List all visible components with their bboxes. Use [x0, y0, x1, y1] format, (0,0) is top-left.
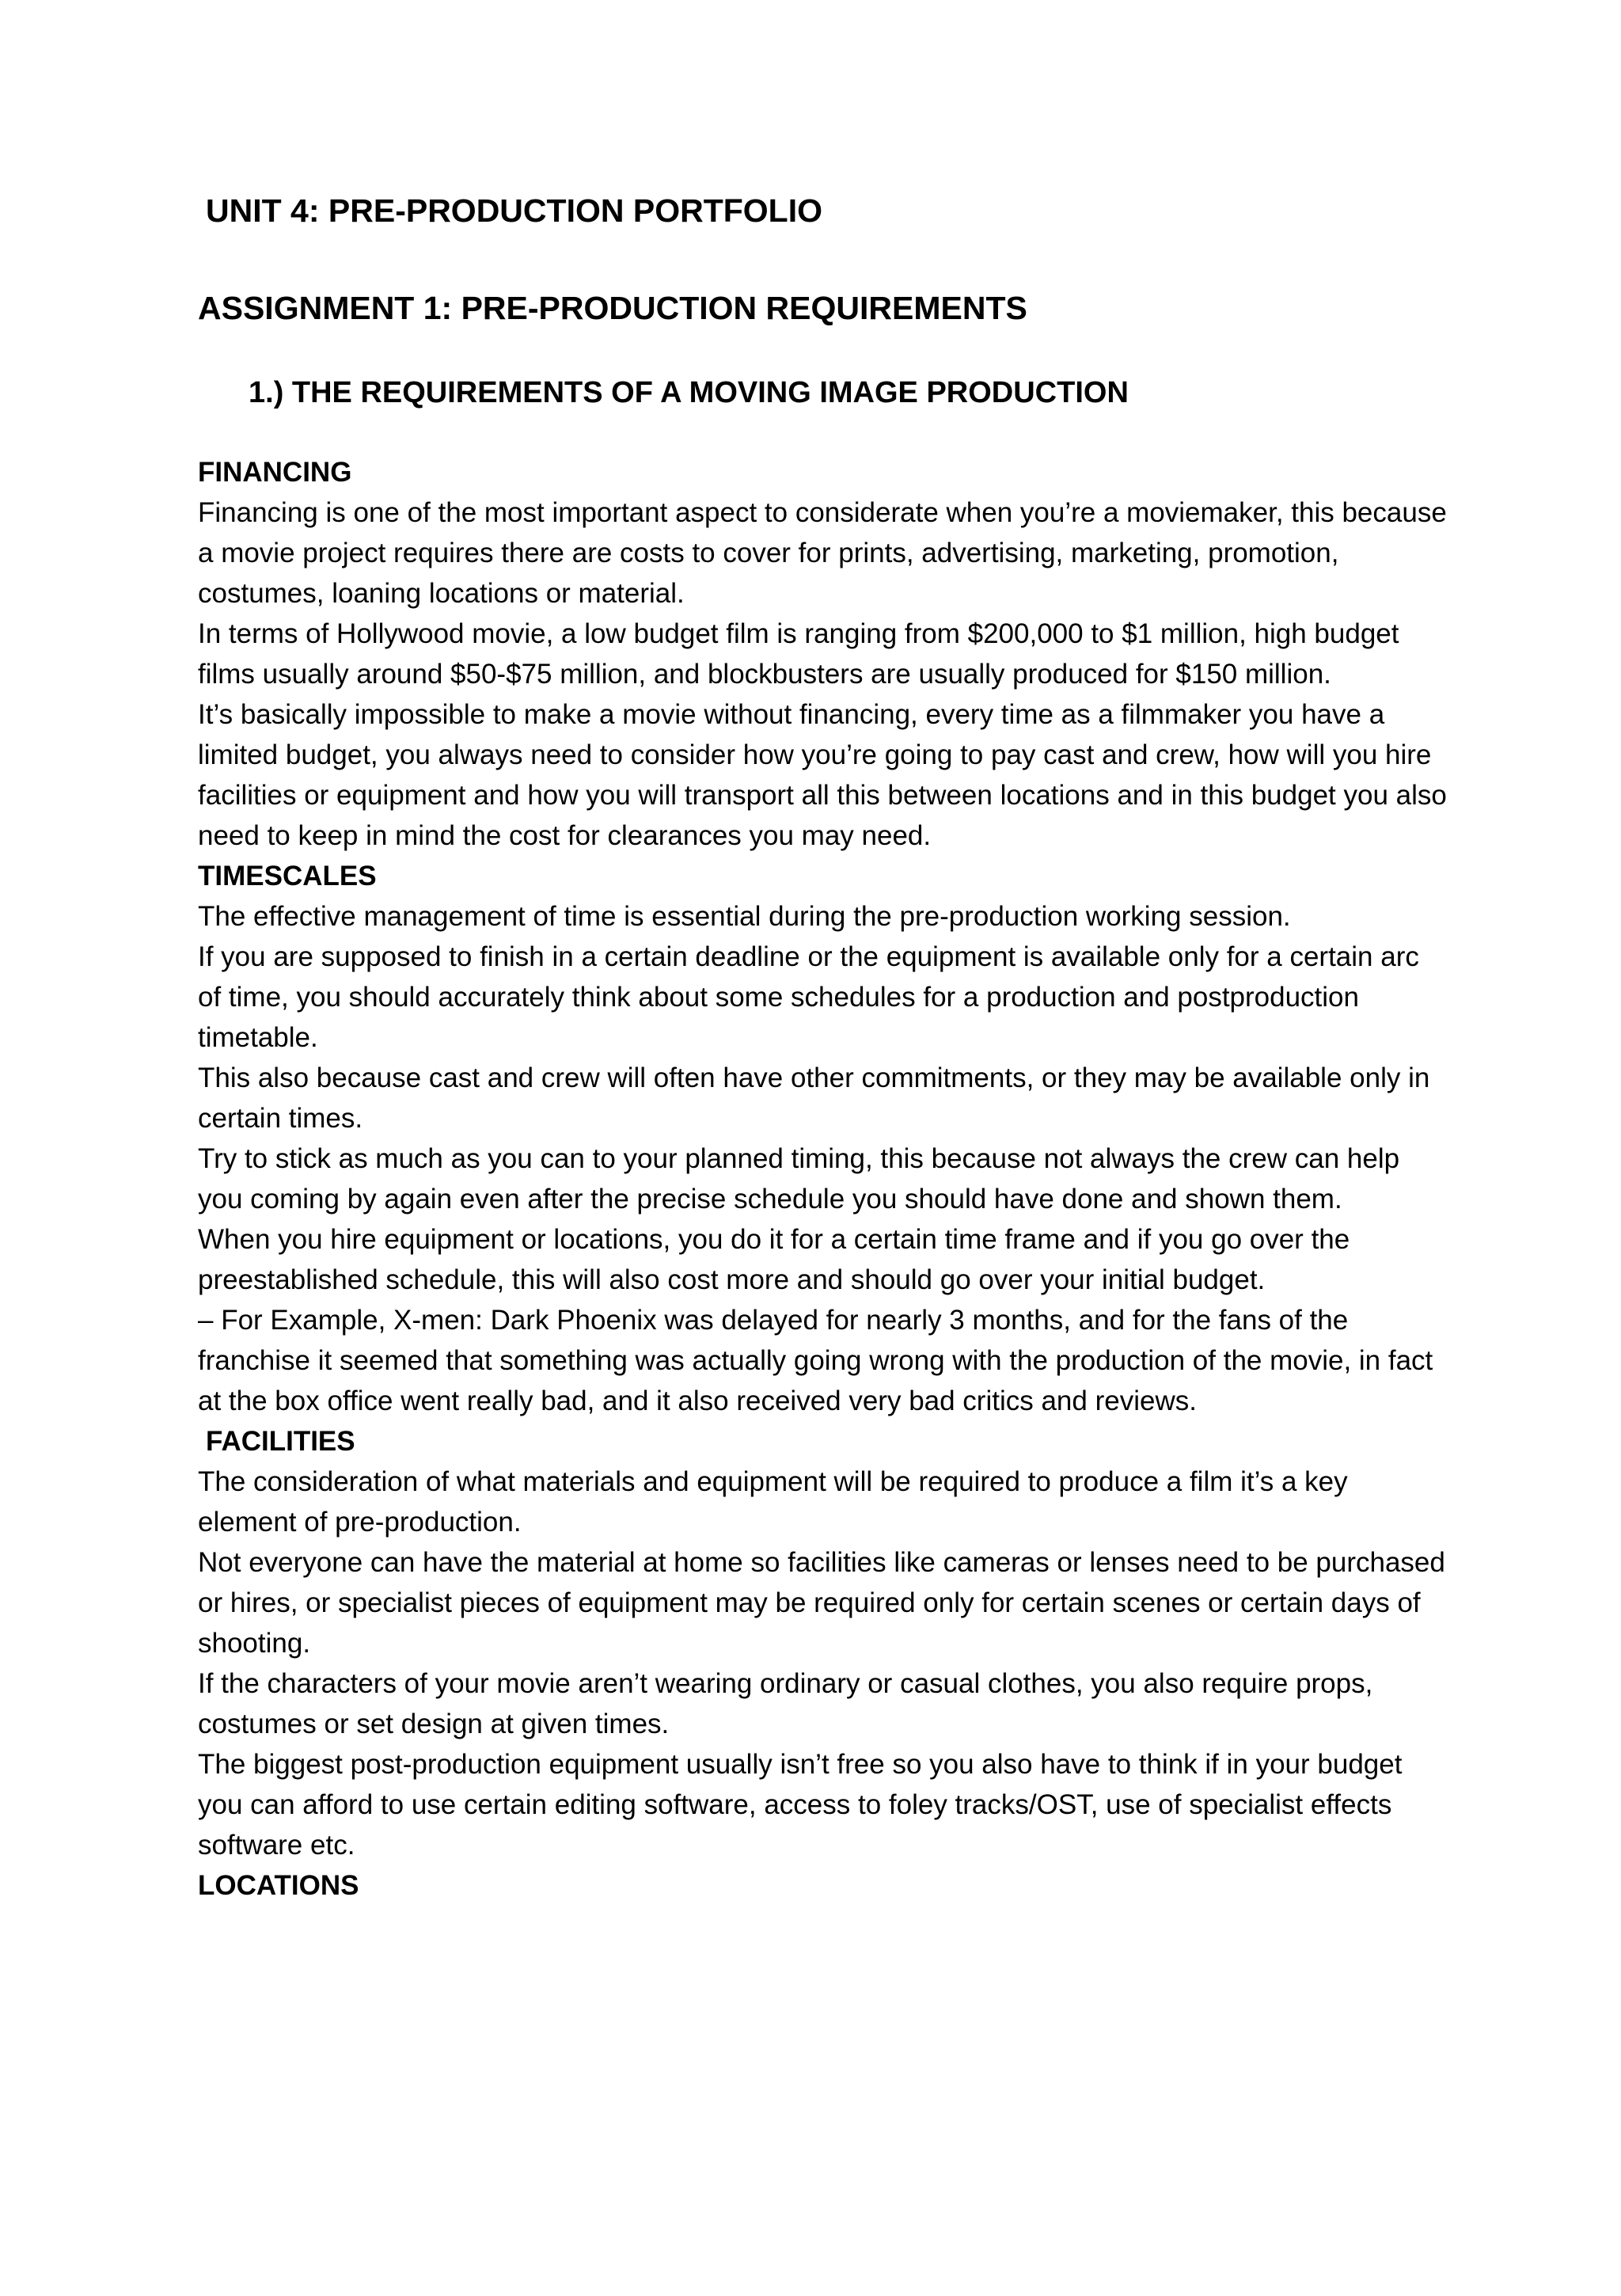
timescales-paragraph-6: – For Example, X-men: Dark Phoenix was delayed for nearly 3 months, and for the fans of the franchise it seemed that something was actually going wrong with the production of the movie, in fact at the box office went really bad, and it also received very bad critics and reviews. — [198, 1304, 1433, 1416]
facilities-paragraph-1: The consideration of what materials and equipment will be required to produce a film it’s a key element of pre-production. — [198, 1465, 1348, 1538]
assignment-title: ASSIGNMENT 1: PRE-PRODUCTION REQUIREMENTS — [198, 290, 1027, 327]
requirements-title: 1.) THE REQUIREMENTS OF A MOVING IMAGE PRODUCTION — [249, 376, 1129, 410]
financing-paragraph-1: Financing is one of the most important aspect to considerate when you’re a moviemaker, this because a movie project requires there are costs to cover for prints, advertising, marketing, promotion, costumes, loaning locations or material. — [198, 496, 1447, 609]
document-content — [198, 192, 1448, 1906]
locations-heading: LOCATIONS — [198, 1869, 359, 1901]
facilities-paragraph-4: The biggest post-production equipment usually isn’t free so you also have to think if in your budget you can afford to use certain editing software, access to foley tracks/OST, use of specialist effects software etc. — [198, 1748, 1403, 1861]
facilities-heading: FACILITIES — [206, 1425, 355, 1457]
facilities-section — [198, 1421, 1448, 1865]
financing-paragraph-2: In terms of Hollywood movie, a low budget film is ranging from $200,000 to $1 million, high budget films usually around $50-$75 million, and blockbusters are usually produced for $150 million. — [198, 618, 1399, 690]
timescales-heading: TIMESCALES — [198, 860, 377, 891]
unit-title: UNIT 4: PRE-PRODUCTION PORTFOLIO — [206, 192, 822, 229]
timescales-paragraph-5: When you hire equipment or locations, you do it for a certain time frame and if you go over the preestablished schedule, this will also cost more and should go over your initial budget. — [198, 1223, 1350, 1295]
timescales-section — [198, 856, 1448, 1421]
timescales-paragraph-3: This also because cast and crew will often have other commitments, or they may be available only in certain times. — [198, 1062, 1430, 1134]
facilities-paragraph-2: Not everyone can have the material at home so facilities like cameras or lenses need to be purchased or hires, or specialist pieces of equipment may be required only for certain scenes or certain days of shooting. — [198, 1546, 1445, 1659]
locations-section — [198, 1865, 1448, 1906]
timescales-paragraph-2: If you are supposed to finish in a certain deadline or the equipment is available only for a certain arc of time, you should accurately think about some schedules for a production and postproduction timetable. — [198, 941, 1419, 1053]
timescales-paragraph-1: The effective management of time is essential during the pre-production working session. — [198, 900, 1291, 932]
financing-section — [198, 452, 1448, 856]
facilities-paragraph-3: If the characters of your movie aren’t wearing ordinary or casual clothes, you also require props, costumes or set design at given times. — [198, 1667, 1373, 1739]
timescales-paragraph-4: Try to stick as much as you can to your planned timing, this because not always the crew can help you coming by again even after the precise schedule you should have done and shown them. — [198, 1142, 1400, 1215]
financing-paragraph-3: It’s basically impossible to make a movie without financing, every time as a filmmaker you have a limited budget, you always need to consider how you’re going to pay cast and crew, how will you hire facilities or equipment and how you will transport all this between locations and in this budget you also need to keep in mind the cost for clearances you may need. — [198, 698, 1447, 851]
financing-heading: FINANCING — [198, 456, 352, 488]
